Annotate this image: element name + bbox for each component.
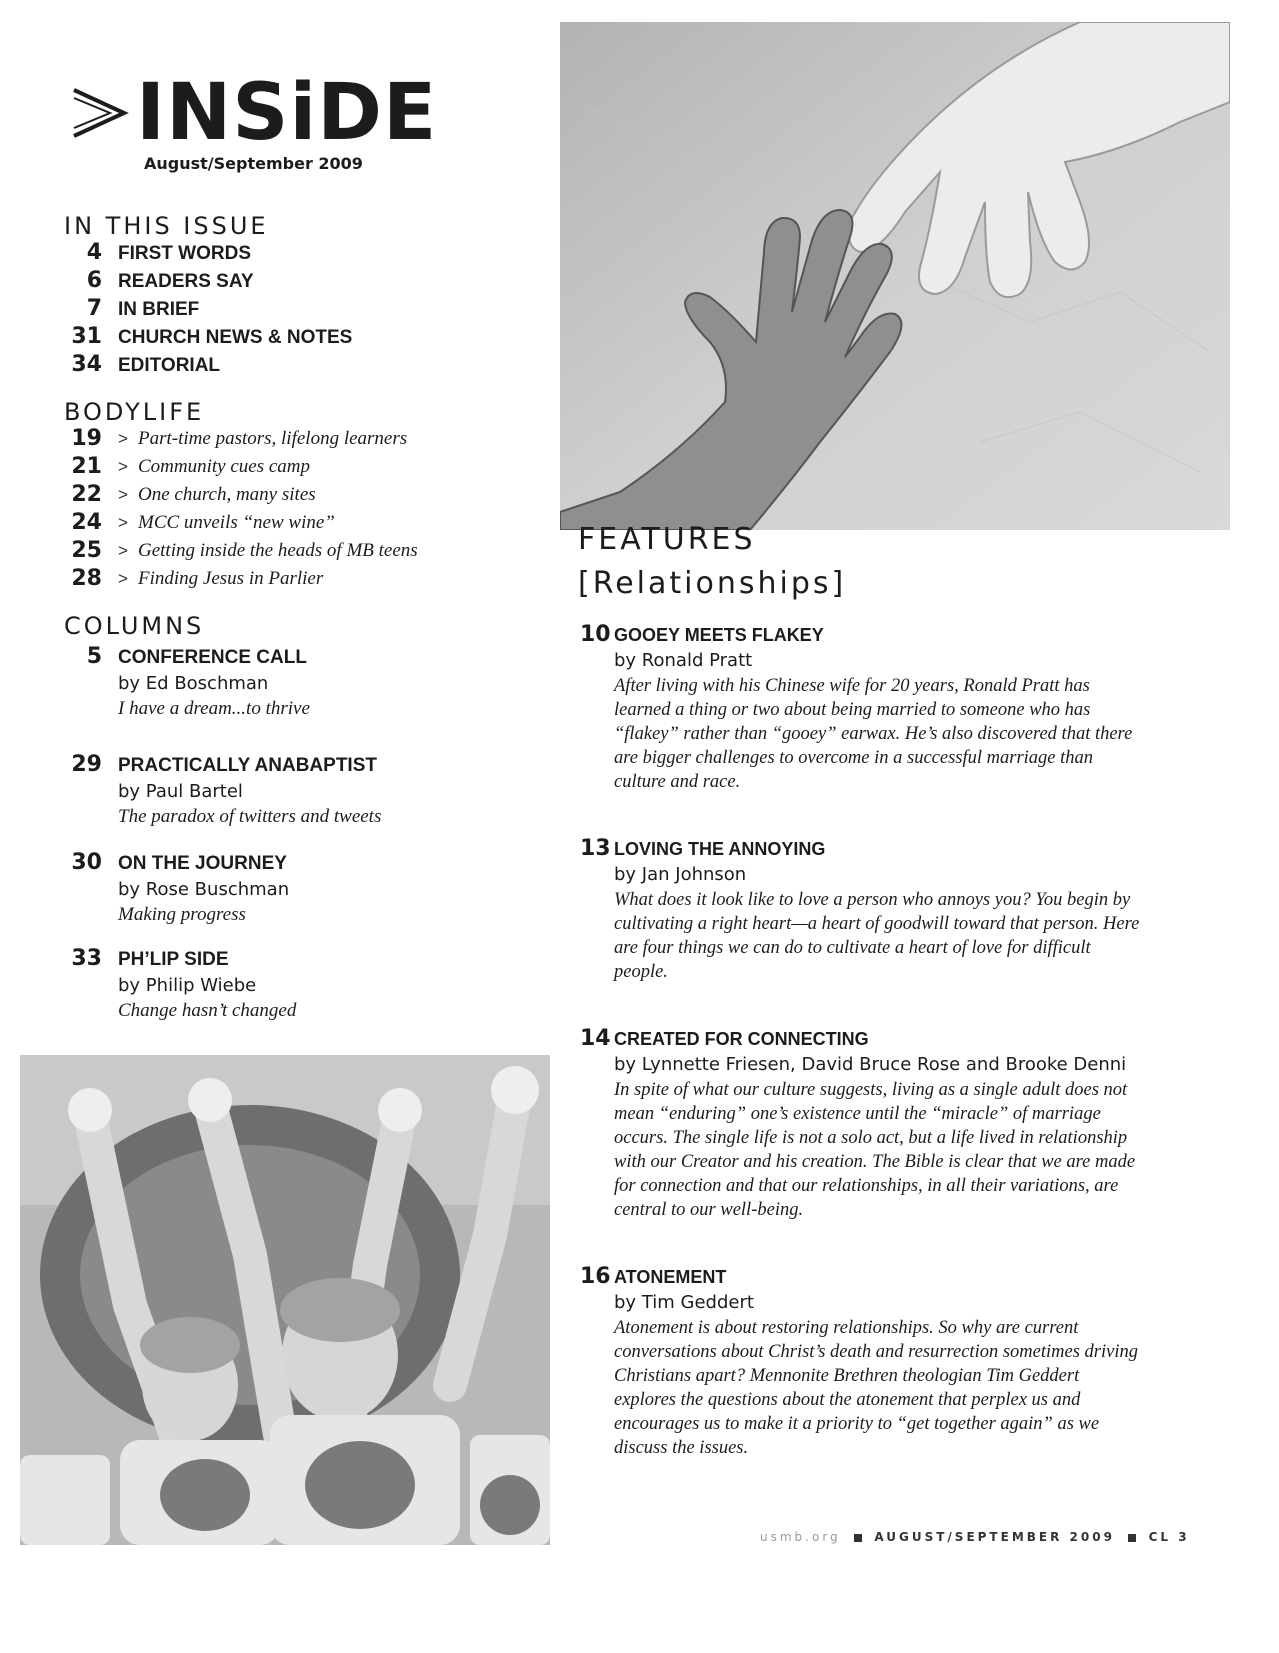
masthead <box>68 66 448 186</box>
chevron-right-icon: > <box>118 485 128 504</box>
children-photo <box>20 1055 550 1545</box>
feature-entry[interactable]: 13 LOVING THE ANNOYING by Jan Johnson What does it look like to love a person who annoys you? You begin by cultivating a right heart—a heart of goodwill toward that person. Here are four things we can do to cultivate a heart of love for difficult people. <box>580 836 1140 982</box>
column-entry[interactable]: 33 PH’LIP SIDE by Philip Wiebe Change hasn’t changed <box>71 946 297 1021</box>
features-heading: FEATURES <box>578 522 756 557</box>
page-footer <box>760 1530 1190 1544</box>
list-item[interactable]: 21 > Community cues camp <box>71 454 311 479</box>
chevron-right-icon: > <box>118 457 128 476</box>
list-item[interactable]: 24 > MCC unveils “new wine” <box>71 510 335 535</box>
site-url[interactable]: usmb.org <box>760 1530 841 1544</box>
chevron-right-icon: > <box>118 569 128 588</box>
list-item[interactable]: 6 READERS SAY <box>86 268 254 293</box>
list-item[interactable]: 28 > Finding Jesus in Parlier <box>71 566 324 591</box>
list-item[interactable]: 25 > Getting inside the heads of MB teens <box>71 538 418 563</box>
page-number: CL 3 <box>1148 1530 1190 1544</box>
hands-photo <box>560 22 1230 530</box>
column-entry[interactable]: 5 CONFERENCE CALL by Ed Boschman I have a dream...to thrive <box>86 644 310 719</box>
column-entry[interactable]: 29 PRACTICALLY ANABAPTIST by Paul Bartel The paradox of twitters and tweets <box>71 752 382 827</box>
list-item[interactable]: 7 IN BRIEF <box>86 296 200 321</box>
footer-issue: AUGUST/SEPTEMBER 2009 <box>874 1530 1115 1544</box>
column-entry[interactable]: 30 ON THE JOURNEY by Rose Buschman Making progress <box>71 850 290 925</box>
issue-date: August/September 2009 <box>144 154 363 173</box>
bodylife-heading: BODYLIFE <box>64 398 205 426</box>
feature-entry[interactable]: 16 ATONEMENT by Tim Geddert Atonement is about restoring relationships. So why are current conversations about Christ’s death and resurrection sometimes driving Christians apart? Mennonite Brethren theologian Tim Geddert explores the questions about the atonement that perplex us and encourages us to make it a priority to “get together again” as we discuss the issues. <box>580 1264 1138 1458</box>
features-subheading: [Relationships] <box>578 566 847 601</box>
chevron-right-icon: > <box>118 513 128 532</box>
list-item[interactable]: 31 CHURCH NEWS & NOTES <box>71 324 353 349</box>
list-item[interactable]: 34 EDITORIAL <box>71 352 221 377</box>
list-item[interactable]: 4 FIRST WORDS <box>86 240 251 265</box>
list-item[interactable]: 22 > One church, many sites <box>71 482 316 507</box>
in-this-issue-heading: IN THIS ISSUE <box>64 212 269 240</box>
feature-entry[interactable]: 14 CREATED FOR CONNECTING by Lynnette Friesen, David Bruce Rose and Brooke Denni In spite of what our culture suggests, living as a single adult does not mean “enduring” one’s existence until the “miracle” of marriage occurs. The single life is not a solo act, but a life lived in relationship with our Creator and his creation. The Bible is clear that we are made for connection and that our relationships, in all their variations, are central to our well-being. <box>580 1026 1136 1220</box>
chevron-right-icon: > <box>118 541 128 560</box>
list-item[interactable]: 19 > Part-time pastors, lifelong learners <box>71 426 408 451</box>
chevron-right-icon <box>70 84 130 142</box>
square-bullet-icon <box>1128 1534 1136 1542</box>
columns-heading: COLUMNS <box>64 612 205 640</box>
square-bullet-icon <box>854 1534 862 1542</box>
masthead-title: INSiDE <box>136 68 438 158</box>
feature-entry[interactable]: 10 GOOEY MEETS FLAKEY by Ronald Pratt After living with his Chinese wife for 20 years, Ronald Pratt has learned a thing or two about being married to someone who has “flakey” rather than “gooey” earwax. He’s also discovered that there are bigger challenges to overcome in a successful marriage than culture and race. <box>580 622 1133 792</box>
chevron-right-icon: > <box>118 429 128 448</box>
